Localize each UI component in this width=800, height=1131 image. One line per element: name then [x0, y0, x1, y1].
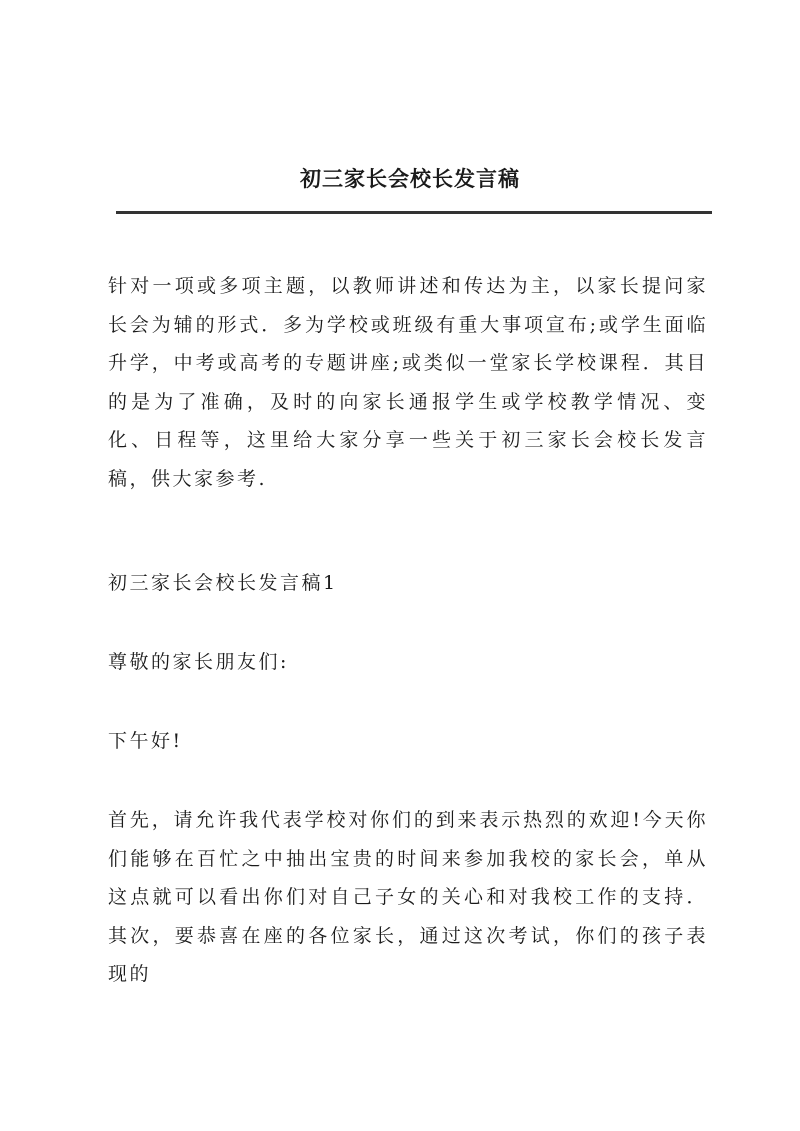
intro-paragraph: 针对一项或多项主题，以教师讲述和传达为主，以家长提问家长会为辅的形式．多为学校或班级有重大事项宣布;或学生面临升学，中考或高考的专题讲座;或类似一堂家长学校课程．其目的是为了准确，及时的向家长通报学生或学校教学情况、变化、日程等，这里给大家分享一些关于初三家长会校长发言稿，供大家参考. [108, 275, 708, 490]
speech-paragraph: 首先，请允许我代表学校对你们的到来表示热烈的欢迎!今天你们能够在百忙之中抽出宝贵的时间来参加我校的家长会，单从这点就可以看出你们对自己子女的关心和对我校工作的支持．其次，要恭喜在座的各位家长，通过这次考试，你们的孩子表现的 [108, 809, 708, 985]
title-underline [116, 211, 712, 214]
section-heading: 初三家长会校长发言稿1 [108, 572, 338, 594]
document-title: 初三家长会校长发言稿 [300, 166, 520, 191]
greeting-line: 尊敬的家长朋友们: [108, 651, 289, 673]
salutation-line: 下午好! [108, 730, 183, 752]
